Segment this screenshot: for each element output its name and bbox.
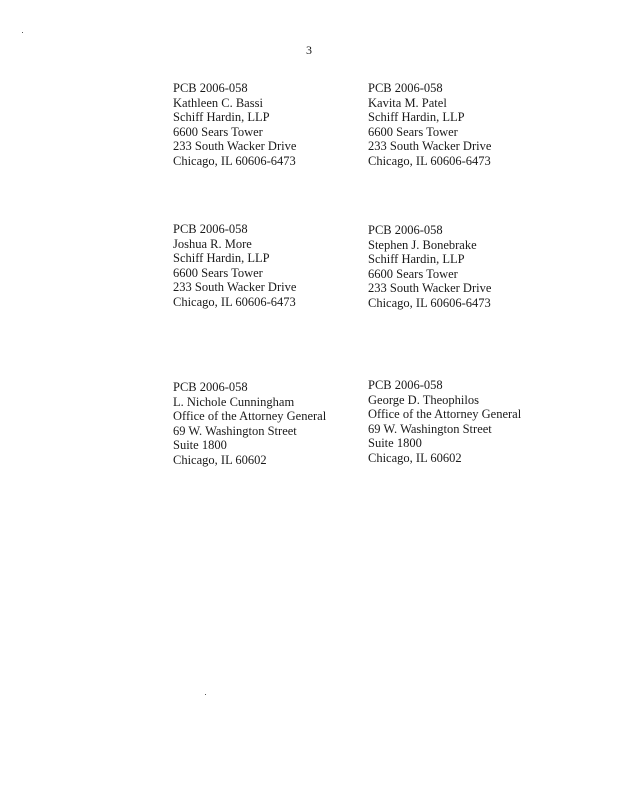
suite-line: Suite 1800 xyxy=(173,438,227,452)
recipient-name: Stephen J. Bonebrake xyxy=(368,237,477,252)
address-line: 233 South Wacker Drive xyxy=(368,281,492,295)
recipient-name: Kathleen C. Bassi xyxy=(173,95,263,110)
city-state-zip: Chicago, IL 60602 xyxy=(368,450,462,465)
address-line: 233 South Wacker Drive xyxy=(173,139,297,153)
case-number: PCB 2006-058 xyxy=(368,223,443,237)
address-line: 6600 Sears Tower xyxy=(173,124,263,139)
service-address-block xyxy=(173,380,326,467)
case-number: PCB 2006-058 xyxy=(368,378,443,392)
office-name: Office of the Attorney General xyxy=(368,407,522,421)
recipient-name: George D. Theophilos xyxy=(368,392,479,407)
firm-name: Schiff Hardin, LLP xyxy=(368,252,465,266)
city-state-zip: Chicago, IL 60606-6473 xyxy=(173,153,296,168)
service-address-block xyxy=(368,81,491,168)
city-state-zip: Chicago, IL 60602 xyxy=(173,452,267,467)
address-line: 233 South Wacker Drive xyxy=(173,280,297,294)
case-number: PCB 2006-058 xyxy=(173,380,248,394)
address-line: 69 W. Washington Street xyxy=(173,423,297,438)
city-state-zip: Chicago, IL 60606-6473 xyxy=(368,153,491,168)
recipient-name: Kavita M. Patel xyxy=(368,95,447,110)
scan-speck xyxy=(205,694,206,695)
service-address-block xyxy=(173,81,296,168)
city-state-zip: Chicago, IL 60606-6473 xyxy=(173,294,296,309)
case-number: PCB 2006-058 xyxy=(368,81,443,95)
case-number: PCB 2006-058 xyxy=(173,81,248,95)
service-address-block xyxy=(368,378,521,465)
address-line: 233 South Wacker Drive xyxy=(368,139,492,153)
case-number: PCB 2006-058 xyxy=(173,222,248,236)
recipient-name: Joshua R. More xyxy=(173,236,252,251)
address-line: 69 W. Washington Street xyxy=(368,421,492,436)
address-line: 6600 Sears Tower xyxy=(368,124,458,139)
city-state-zip: Chicago, IL 60606-6473 xyxy=(368,295,491,310)
address-line: 6600 Sears Tower xyxy=(173,265,263,280)
firm-name: Schiff Hardin, LLP xyxy=(173,251,270,265)
address-line: 6600 Sears Tower xyxy=(368,266,458,281)
office-name: Office of the Attorney General xyxy=(173,409,327,423)
firm-name: Schiff Hardin, LLP xyxy=(368,110,465,124)
service-address-block xyxy=(368,223,491,310)
scan-speck xyxy=(22,32,23,33)
firm-name: Schiff Hardin, LLP xyxy=(173,110,270,124)
service-address-block xyxy=(173,222,296,309)
recipient-name: L. Nichole Cunningham xyxy=(173,394,295,409)
page-number: 3 xyxy=(306,43,312,57)
suite-line: Suite 1800 xyxy=(368,436,422,450)
